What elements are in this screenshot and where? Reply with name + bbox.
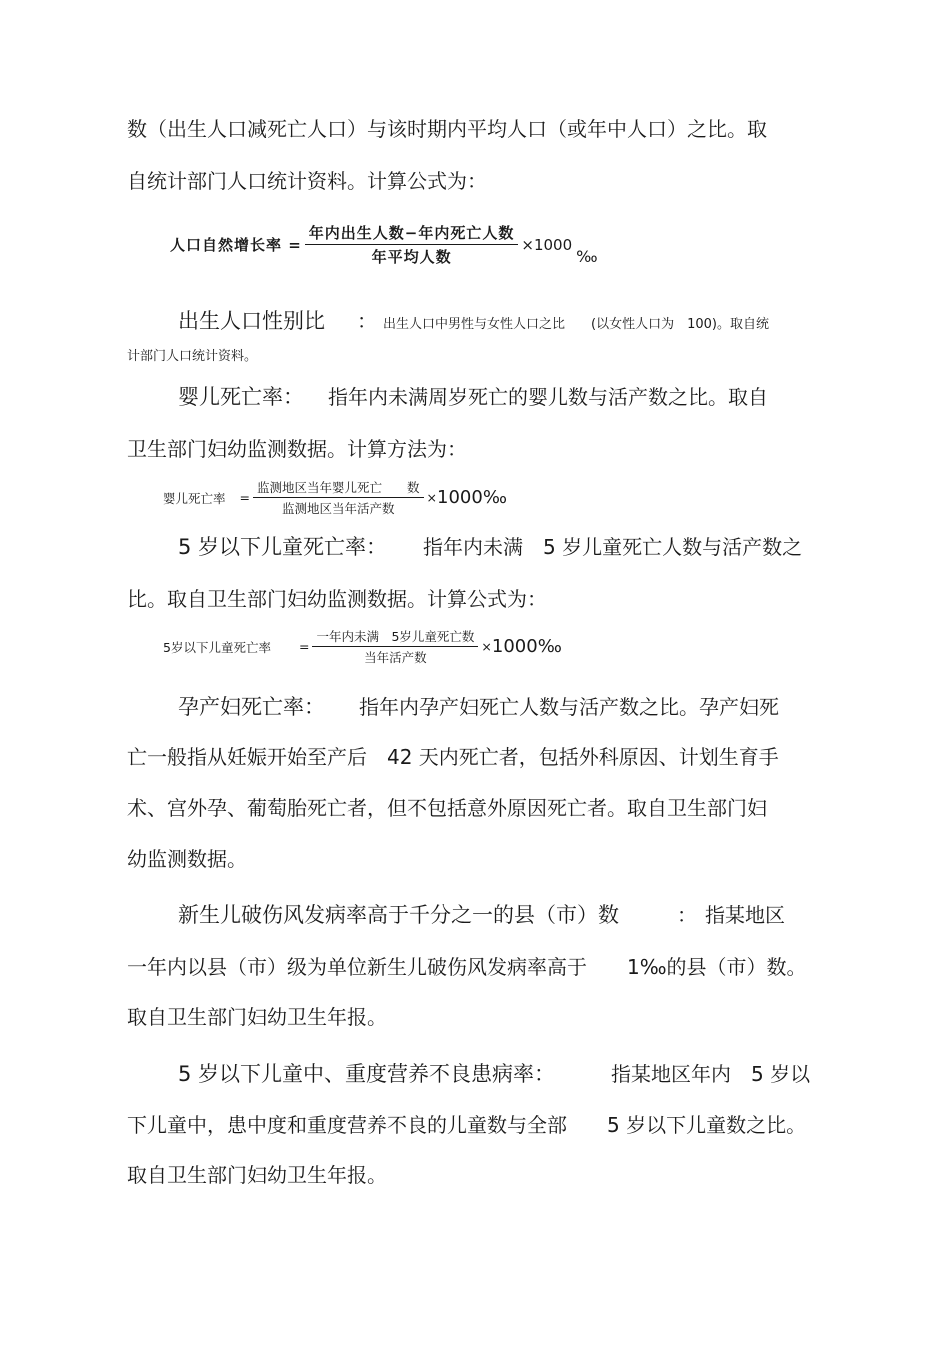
formula-numerator: 监测地区当年婴儿死亡 数 bbox=[253, 478, 424, 498]
formula-fraction bbox=[312, 627, 478, 666]
formula-multiplier: ×1000 bbox=[521, 235, 573, 254]
formula-equals: = bbox=[298, 639, 310, 654]
entry-definition: 出生人口中男性与女性人口之比 (以女性人口为 100)。取自统 bbox=[383, 317, 769, 332]
entry-definition: 指年内孕产妇死亡人数与活产数之比。孕产妇死 bbox=[359, 695, 779, 719]
text-line: 数（出生人口减死亡人口）与该时期内平均人口（或年中人口）之比。取 bbox=[127, 117, 767, 141]
infant-mortality-formula bbox=[163, 478, 507, 517]
formula-numerator: 年内出生人数−年内死亡人数 bbox=[305, 222, 519, 245]
formula-factor: 1000 bbox=[491, 636, 538, 657]
entry-definition: 指年内未满 5 岁儿童死亡人数与活产数之 bbox=[423, 535, 803, 559]
formula-denominator: 当年活产数 bbox=[364, 650, 427, 665]
formula-unit: ‰ bbox=[537, 636, 562, 657]
entry-term: 婴儿死亡率： bbox=[178, 385, 304, 409]
text-line: 取自卫生部门妇幼卫生年报。 bbox=[127, 1005, 387, 1029]
under5-mortality-formula bbox=[163, 627, 562, 666]
entry-infant-mortality bbox=[178, 384, 768, 410]
formula-multiplier: × bbox=[426, 490, 437, 505]
formula-equals: = bbox=[239, 490, 250, 505]
entry-definition: 指某地区 bbox=[705, 903, 785, 927]
text-line: 计部门人口统计资料。 bbox=[127, 349, 258, 364]
text-line: 取自卫生部门妇幼卫生年报。 bbox=[127, 1163, 387, 1187]
entry-term: 孕产妇死亡率： bbox=[178, 695, 325, 719]
entry-sex-ratio bbox=[178, 308, 769, 334]
text-line: 自统计部门人口统计资料。计算公式为： bbox=[127, 169, 487, 193]
entry-term: 新生儿破伤风发病率高于千分之一的县（市）数 bbox=[178, 903, 619, 927]
formula-fraction bbox=[253, 478, 424, 517]
formula-unit: ‰ bbox=[482, 487, 507, 508]
text-line: 下儿童中，患中度和重度营养不良的儿童数与全部 5 岁以下儿童数之比。 bbox=[127, 1113, 807, 1137]
formula-numerator: 一年内未满 5岁儿童死亡数 bbox=[312, 627, 478, 647]
entry-tetanus-counties bbox=[178, 902, 785, 928]
text-line: 亡一般指从妊娠开始至产后 42 天内死亡者，包括外科原因、计划生育手 bbox=[127, 745, 779, 769]
formula-lhs: 婴儿死亡率 bbox=[163, 490, 226, 506]
text-line: 幼监测数据。 bbox=[127, 847, 247, 871]
entry-definition: 指某地区年内 5 岁以 bbox=[611, 1062, 811, 1086]
formula-unit: ‰ bbox=[576, 247, 598, 266]
natural-growth-formula bbox=[170, 222, 598, 267]
text-line: 卫生部门妇幼监测数据。计算方法为： bbox=[127, 437, 467, 461]
formula-multiplier: × bbox=[481, 639, 492, 654]
formula-lhs: 人口自然增长率 = bbox=[170, 236, 302, 254]
text-line: 术、宫外孕、葡萄胎死亡者，但不包括意外原因死亡者。取自卫生部门妇 bbox=[127, 796, 767, 820]
entry-term: 5 岁以下儿童死亡率： bbox=[178, 535, 388, 559]
text-line: 一年内以县（市）级为单位新生儿破伤风发病率高于 1‰的县（市）数。 bbox=[127, 955, 807, 979]
entry-term: 出生人口性别比 bbox=[178, 309, 325, 333]
formula-fraction bbox=[305, 222, 519, 267]
entry-malnutrition bbox=[178, 1061, 810, 1087]
entry-separator: ： bbox=[357, 309, 377, 333]
entry-definition: 指年内未满周岁死亡的婴儿数与活产数之比。取自 bbox=[328, 385, 768, 409]
entry-term: 5 岁以下儿童中、重度营养不良患病率： bbox=[178, 1062, 556, 1086]
formula-factor: 1000 bbox=[437, 487, 483, 508]
text-line: 比。取自卫生部门妇幼监测数据。计算公式为： bbox=[127, 587, 547, 611]
entry-separator: ： bbox=[677, 903, 697, 927]
entry-under5-mortality bbox=[178, 534, 802, 560]
entry-maternal-mortality bbox=[178, 694, 779, 720]
formula-lhs: 5岁以下儿童死亡率 bbox=[163, 639, 271, 655]
formula-denominator: 监测地区当年活产数 bbox=[282, 501, 395, 516]
formula-denominator: 年平均人数 bbox=[371, 248, 452, 266]
